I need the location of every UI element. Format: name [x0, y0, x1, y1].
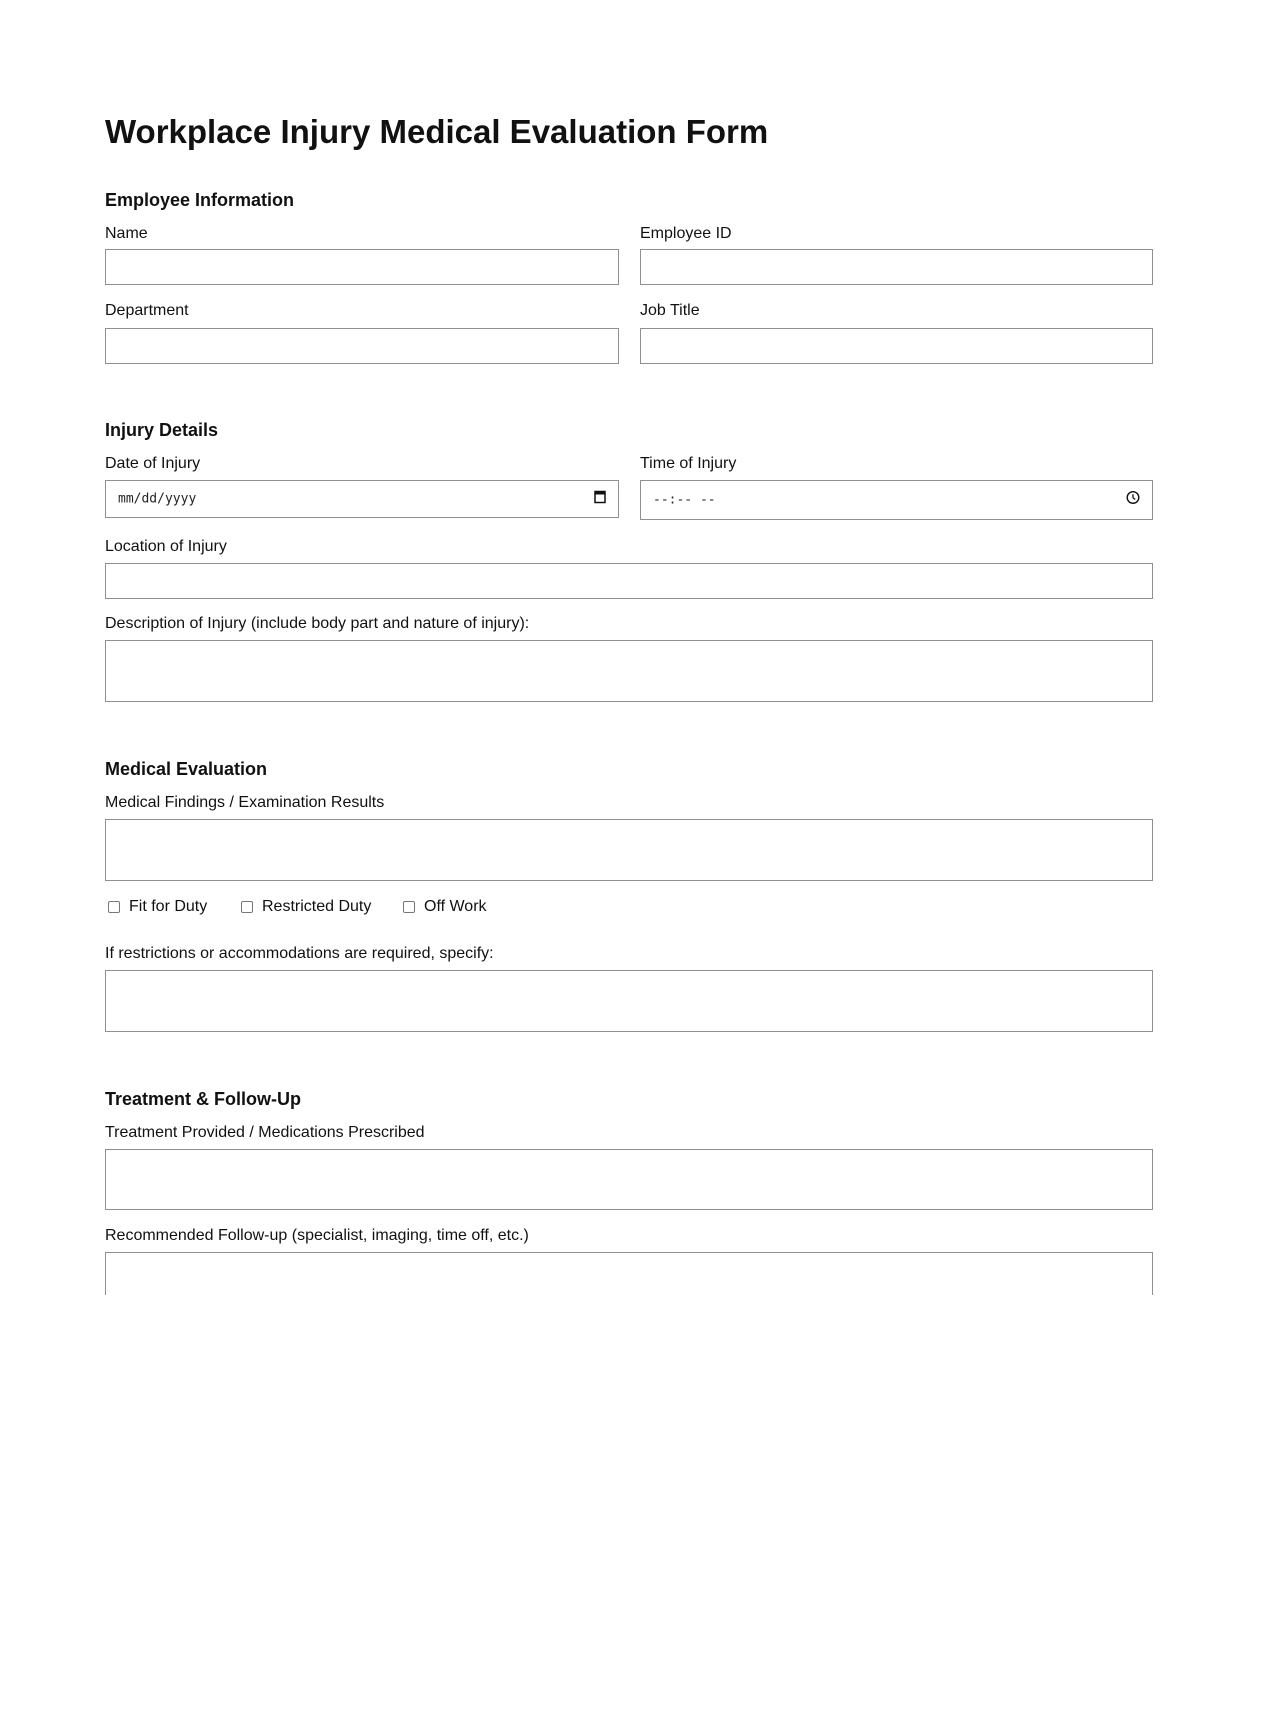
section-heading-employee: Employee Information	[105, 190, 295, 210]
calendar-icon[interactable]	[594, 490, 606, 509]
date-of-injury-input[interactable]	[105, 480, 619, 518]
off-work-label[interactable]: Off Work	[424, 898, 487, 915]
time-of-injury-label: Time of Injury	[640, 455, 737, 472]
fit-for-duty-checkbox[interactable]	[108, 901, 120, 913]
name-label: Name	[105, 225, 148, 242]
restricted-duty-label[interactable]: Restricted Duty	[262, 898, 372, 915]
department-input[interactable]	[105, 328, 619, 364]
section-heading-treatment: Treatment & Follow-Up	[105, 1089, 302, 1109]
location-label: Location of Injury	[105, 538, 227, 555]
date-placeholder: mm/dd/yyyy	[118, 491, 197, 507]
section-heading-injury: Injury Details	[105, 420, 219, 440]
restrictions-textarea[interactable]	[105, 970, 1153, 1032]
description-label: Description of Injury (include body part and nature of injury):	[105, 615, 530, 632]
section-heading-medical: Medical Evaluation	[105, 759, 268, 779]
employee-id-input[interactable]	[640, 249, 1153, 285]
time-placeholder: --:-- --	[653, 492, 716, 508]
description-textarea[interactable]	[105, 640, 1153, 702]
date-of-injury-label: Date of Injury	[105, 455, 201, 472]
restricted-duty-checkbox[interactable]	[241, 901, 253, 913]
fit-for-duty-label[interactable]: Fit for Duty	[129, 898, 208, 915]
findings-label: Medical Findings / Examination Results	[105, 794, 385, 811]
department-label: Department	[105, 302, 189, 319]
time-of-injury-input[interactable]	[640, 480, 1153, 520]
clock-icon[interactable]	[1126, 491, 1140, 510]
followup-label: Recommended Follow-up (specialist, imaging, time off, etc.)	[105, 1227, 529, 1244]
name-input[interactable]	[105, 249, 619, 285]
employee-id-label: Employee ID	[640, 225, 732, 242]
job-title-label: Job Title	[640, 302, 700, 319]
restrictions-label: If restrictions or accommodations are required, specify:	[105, 945, 494, 962]
page-title: Workplace Injury Medical Evaluation Form	[105, 113, 769, 150]
treatment-label: Treatment Provided / Medications Prescribed	[105, 1124, 425, 1141]
treatment-textarea[interactable]	[105, 1149, 1153, 1210]
off-work-checkbox[interactable]	[403, 901, 415, 913]
job-title-input[interactable]	[640, 328, 1153, 364]
findings-textarea[interactable]	[105, 819, 1153, 881]
followup-textarea[interactable]	[105, 1252, 1153, 1295]
location-input[interactable]	[105, 563, 1153, 599]
